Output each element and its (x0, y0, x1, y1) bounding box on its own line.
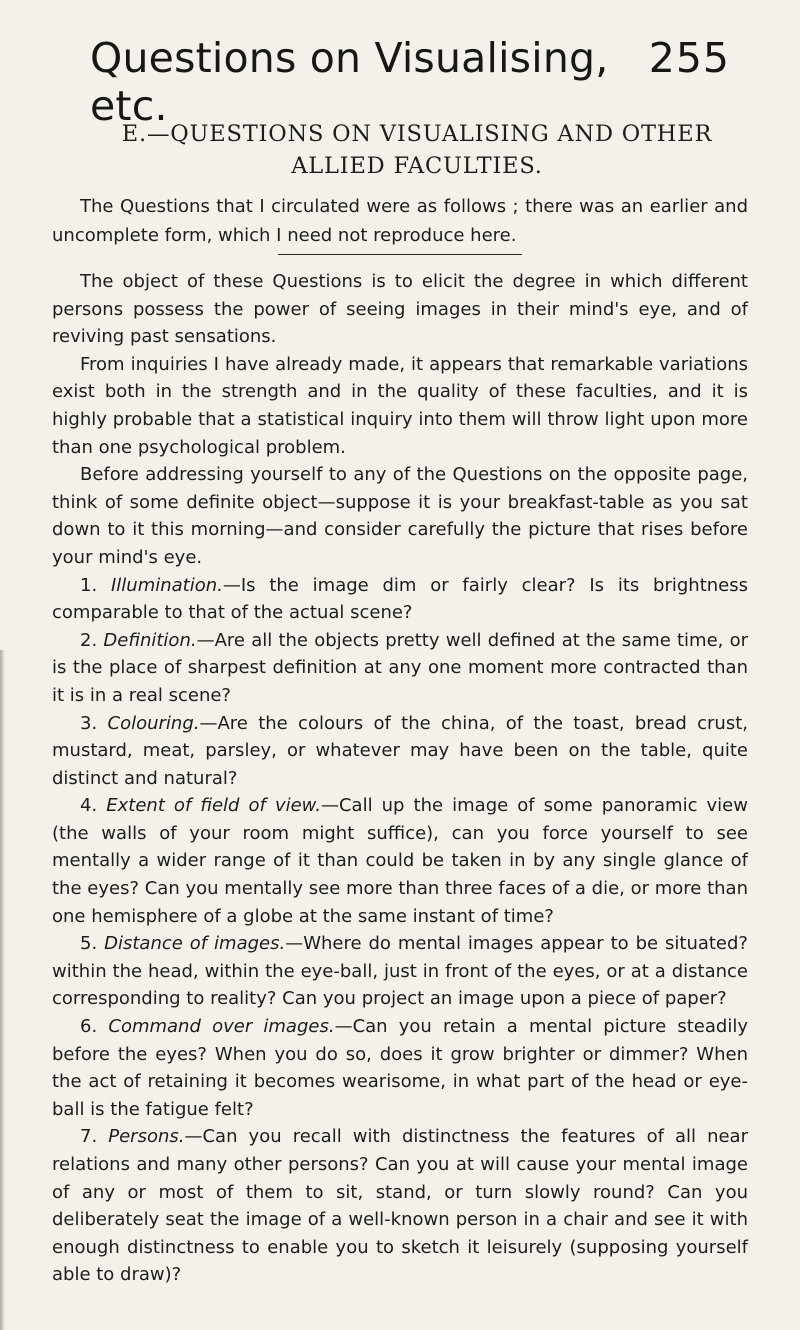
question-number: 7. (80, 1126, 98, 1148)
questionnaire-text (52, 268, 748, 1289)
paragraph-inquiries: From inquiries I have already made, it appears that remarkable variations exist both in the strength and in the quality of these faculties, and it is highly probable that a statistical inquiry into them will throw light upon more than one psychological problem. (52, 353, 748, 458)
question-1 (52, 572, 748, 627)
question-3 (52, 710, 748, 793)
question-7 (52, 1123, 748, 1289)
question-title: Illumination. (110, 574, 223, 596)
binding-shadow (0, 650, 5, 1330)
question-4 (52, 792, 748, 930)
question-number: 2. (80, 629, 98, 651)
question-title: Persons. (108, 1126, 185, 1148)
question-2 (52, 627, 748, 710)
question-title: Colouring. (107, 712, 200, 734)
running-title: Questions on Visualising, etc. (90, 34, 609, 130)
question-number: 1. (80, 574, 98, 596)
question-6 (52, 1013, 748, 1123)
question-number: 6. (80, 1016, 98, 1038)
paragraph-object: The object of these Questions is to elicit the degree in which different persons possess the power of seeing images in their mind's eye, and of reviving past sensations. (52, 271, 748, 348)
intro-paragraph: The Questions that I circulated were as follows ; there was an earlier and uncomplete form, which I need not reproduce here. (52, 196, 748, 246)
paragraph-before: Before addressing yourself to any of the Questions on the opposite page, think of some definite object—suppose it is your breakfast-table as you sat down to it this morning—and consider carefully the picture that rises before your mind's eye. (52, 464, 748, 568)
question-number: 3. (80, 712, 98, 734)
question-number: 5. (80, 933, 98, 955)
question-text: —Are all the objects pretty well defined at the same time, or is the place of sharpest definition at any one moment more contracted than it is in a real scene? (52, 629, 748, 706)
question-number: 4. (80, 795, 98, 817)
question-text: —Where do mental images appear to be situated? within the head, within the eye-ball, just in front of the eyes, or at a distance corresponding to reality? Can you project an image upon a piece of paper? (52, 933, 748, 1010)
question-title: Distance of images. (104, 933, 286, 955)
question-5 (52, 930, 748, 1013)
question-text: —Are the colours of the china, of the toast, bread crust, mustard, meat, parsley, or whatever may have been on the table, quite distinct and natural? (52, 712, 748, 789)
question-text: —Is the image dim or fairly clear? Is its brightness comparable to that of the actual scene? (52, 574, 748, 624)
question-title: Command over images. (108, 1016, 335, 1038)
question-text: —Call up the image of some panoramic view (the walls of your room might suffice), can you force yourself to see mentally a wider range of it than could be taken in by any single glance of the eyes? Can you mentally see more than three faces of a die, or more than one hemisphere of a globe at the same instant of time? (52, 795, 748, 927)
question-text: —Can you retain a mental picture steadily before the eyes? When you do so, does it grow brighter or dimmer? When the act of retaining it becomes wearisome, in what part of the head or eye-ball is the fatigue felt? (52, 1016, 748, 1120)
divider-rule (278, 254, 522, 255)
question-text: —Can you recall with distinctness the features of all near relations and many other persons? Can you at will cause your mental image of any or most of them to sit, stand, or turn slowly round? Can you deliberately seat the image of a well-known person in a chair and see it with enough distinctness to enable you to sketch it leisurely (supposing yourself able to draw)? (52, 1126, 748, 1286)
page-number: 255 (648, 34, 730, 82)
question-title: Extent of field of view. (106, 795, 321, 817)
section-title: E.—QUESTIONS ON VISUALISING AND OTHER ALLIED FACULTIES. (121, 121, 713, 179)
running-head (90, 34, 730, 130)
question-title: Definition. (103, 629, 197, 651)
